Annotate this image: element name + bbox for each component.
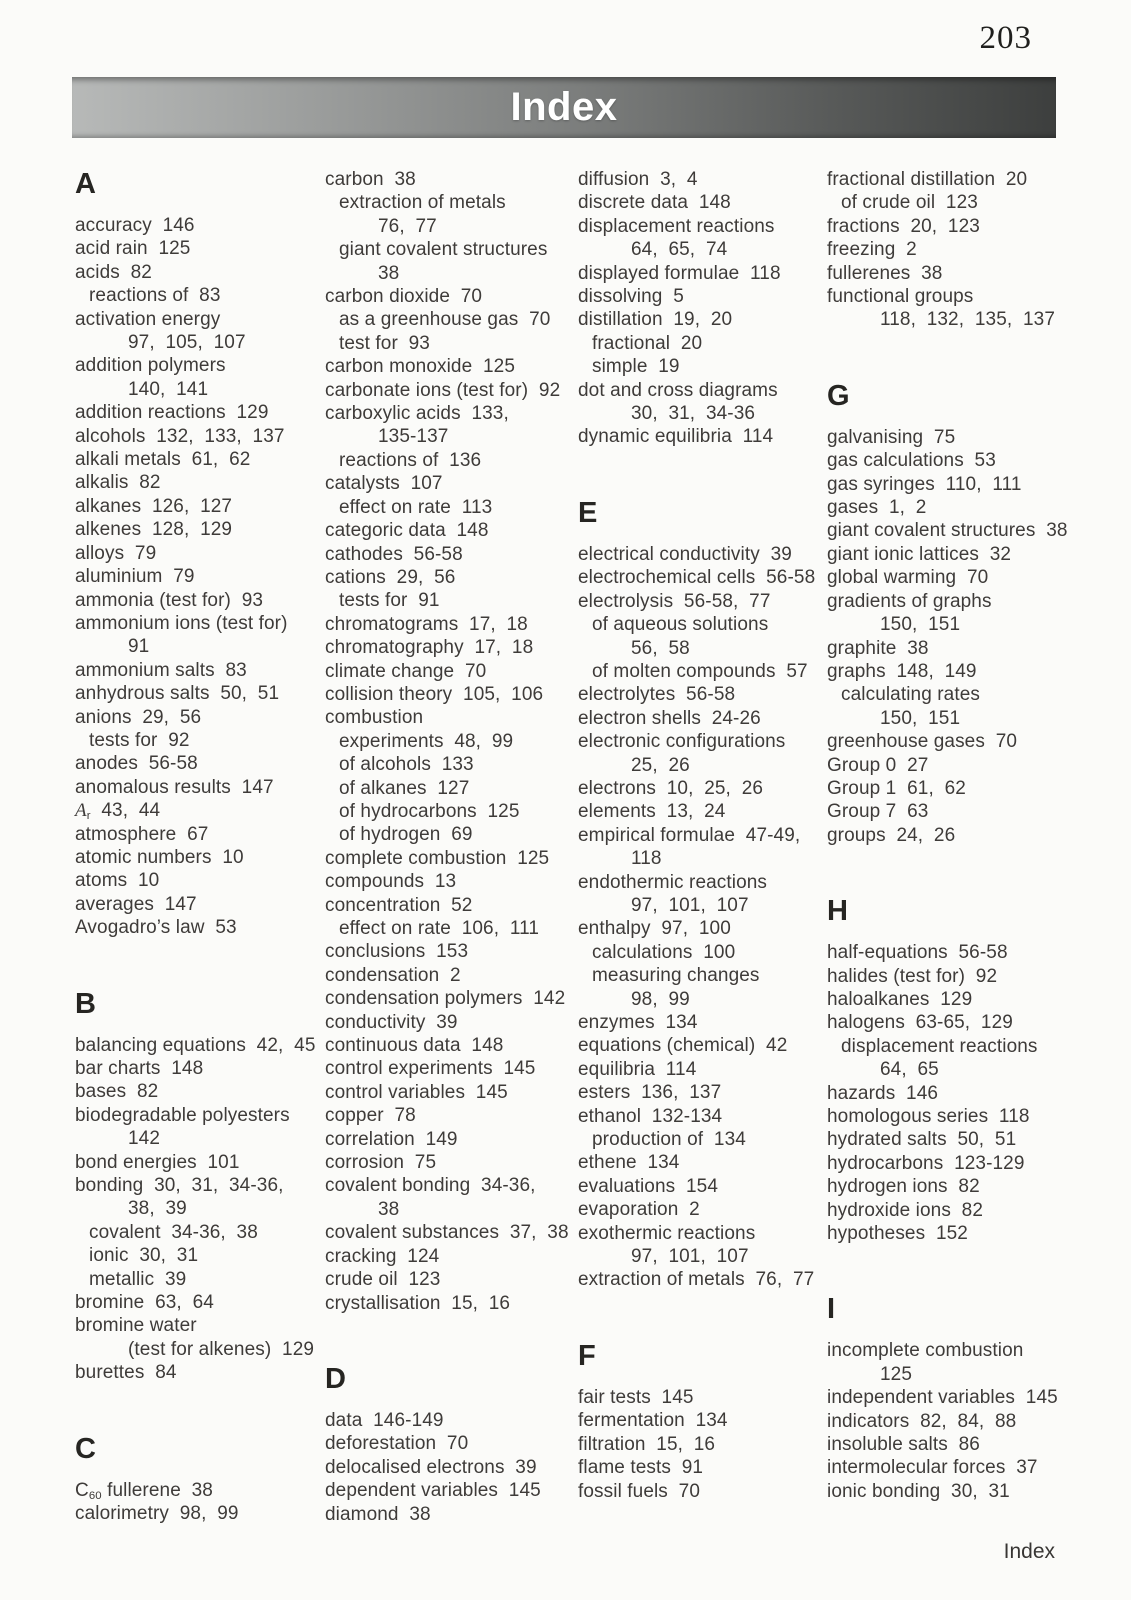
index-entry: catalysts 107: [325, 473, 443, 495]
index-entry: electrolytes 56-58: [578, 684, 736, 706]
index-entry: 38: [378, 262, 400, 284]
index-entry: exothermic reactions: [578, 1222, 756, 1244]
index-entry: deforestation 70: [325, 1433, 469, 1455]
index-entry: extraction of metals: [339, 192, 506, 214]
index-entry: 56, 58: [631, 637, 690, 659]
index-column-1: [75, 168, 325, 1526]
index-entry: 140, 141: [128, 378, 209, 400]
index-entry: of crude oil 123: [841, 192, 978, 214]
index-entry: as a greenhouse gas 70: [339, 309, 551, 331]
index-entry: electrolysis 56-58, 77: [578, 590, 771, 612]
index-entry: corrosion 75: [325, 1152, 437, 1174]
index-entry: burettes 84: [75, 1362, 177, 1384]
section-heading-g: G: [827, 379, 851, 412]
index-entry: addition polymers: [75, 355, 226, 377]
index-entry: alkenes 128, 129: [75, 519, 233, 541]
index-entry: covalent bonding 34-36,: [325, 1175, 536, 1197]
index-entry: ethanol 132-134: [578, 1105, 723, 1127]
index-entry: tests for 91: [339, 590, 440, 612]
index-entry: 38: [378, 1198, 400, 1220]
index-entry: of alkanes 127: [339, 777, 470, 799]
index-entry: flame tests 91: [578, 1457, 704, 1479]
index-entry: compounds 13: [325, 871, 457, 893]
index-entry: dependent variables 145: [325, 1480, 541, 1502]
index-entry: anomalous results 147: [75, 776, 274, 798]
index-entry: atomic numbers 10: [75, 846, 244, 868]
index-entry: aluminium 79: [75, 566, 195, 588]
index-entry: of alcohols 133: [339, 754, 474, 776]
index-entry: production of 134: [592, 1129, 746, 1151]
index-entry: carbon dioxide 70: [325, 286, 483, 308]
index-entry: distillation 19, 20: [578, 309, 733, 331]
index-entry: incomplete combustion: [827, 1340, 1024, 1362]
index-entry: 118, 132, 135, 137: [880, 309, 1056, 331]
index-entry: giant covalent structures 38: [827, 520, 1068, 542]
index-entry: test for 93: [339, 332, 430, 354]
section-heading-b: B: [75, 987, 97, 1020]
index-entry: evaporation 2: [578, 1199, 700, 1221]
index-entry: electrons 10, 25, 26: [578, 777, 764, 799]
index-entry: 76, 77: [378, 215, 437, 237]
section-heading-i: I: [827, 1293, 836, 1326]
index-entry: of hydrocarbons 125: [339, 800, 520, 822]
section-heading-e: E: [578, 496, 598, 529]
index-entry: $A_r$ 43, 44: [75, 800, 161, 822]
index-entry: categoric data 148: [325, 520, 489, 542]
index-entry: graphite 38: [827, 637, 929, 659]
index-entry: of molten compounds 57: [592, 660, 808, 682]
index-entry: experiments 48, 99: [339, 730, 514, 752]
index-entry: esters 136, 137: [578, 1082, 722, 1104]
index-column-4: [827, 168, 1077, 1503]
index-entry: 150, 151: [880, 614, 961, 636]
index-entry: filtration 15, 16: [578, 1433, 716, 1455]
index-entry: functional groups: [827, 286, 974, 308]
index-entry: reactions of 136: [339, 449, 482, 471]
index-entry: effect on rate 113: [339, 496, 493, 518]
index-entry: empirical formulae 47-49,: [578, 824, 801, 846]
index-entry: calculations 100: [592, 941, 736, 963]
index-entry: hazards 146: [827, 1082, 939, 1104]
index-entry: Avogadro’s law 53: [75, 917, 237, 939]
index-entry: equations (chemical) 42: [578, 1035, 788, 1057]
index-entry: covalent 34-36, 38: [89, 1221, 258, 1243]
index-entry: of hydrogen 69: [339, 824, 473, 846]
index-entry: Group 1 61, 62: [827, 777, 966, 799]
index-entry: acids 82: [75, 261, 152, 283]
index-entry: carbonate ions (test for) 92: [325, 379, 561, 401]
index-entry: electrical conductivity 39: [578, 543, 792, 565]
index-entry: fossil fuels 70: [578, 1480, 700, 1502]
index-entry: freezing 2: [827, 239, 917, 261]
index-entry: chromatograms 17, 18: [325, 613, 528, 635]
index-entry: global warming 70: [827, 567, 989, 589]
index-entry: climate change 70: [325, 660, 487, 682]
index-entry: hydrated salts 50, 51: [827, 1129, 1017, 1151]
index-entry: gases 1, 2: [827, 497, 927, 519]
index-entry: hydrocarbons 123-129: [827, 1152, 1025, 1174]
index-entry: ionic bonding 30, 31: [827, 1480, 1010, 1502]
index-entry: carbon 38: [325, 169, 416, 190]
index-entry: reactions of 83: [89, 285, 221, 307]
index-entry: 64, 65, 74: [631, 239, 728, 261]
index-entry: atmosphere 67: [75, 823, 209, 845]
index-entry: of aqueous solutions: [592, 614, 769, 636]
index-column-3: [578, 168, 827, 1503]
page-number: 203: [979, 20, 1032, 56]
index-entry: enthalpy 97, 100: [578, 918, 731, 940]
index-entry: 97, 105, 107: [128, 332, 246, 354]
index-entry: covalent substances 37, 38: [325, 1222, 569, 1244]
index-entry: condensation polymers 142: [325, 988, 566, 1010]
index-entry: homologous series 118: [827, 1106, 1030, 1127]
index-entry: enzymes 134: [578, 1012, 698, 1033]
index-entry: 91: [128, 636, 150, 658]
index-entry: copper 78: [325, 1105, 416, 1127]
index-entry: indicators 82, 84, 88: [827, 1410, 1017, 1432]
index-entry: 150, 151: [880, 707, 961, 729]
index-entry: bromine water: [75, 1315, 197, 1337]
index-entry: chromatography 17, 18: [325, 637, 534, 659]
index-entry: effect on rate 106, 111: [339, 918, 540, 939]
index-entry: dynamic equilibria 114: [578, 426, 774, 448]
index-entry: $C_{60}$ fullerene 38: [75, 1479, 213, 1502]
index-entry: 64, 65: [880, 1059, 939, 1081]
index-entry: displacement reactions: [841, 1035, 1038, 1057]
index-entry: fair tests 145: [578, 1386, 694, 1408]
index-entry: calorimetry 98, 99: [75, 1503, 239, 1525]
index-entry: fullerenes 38: [827, 262, 943, 284]
index-entry: calculating rates: [841, 684, 980, 706]
index-entry: condensation 2: [325, 964, 461, 986]
index-entry: alkali metals 61, 62: [75, 449, 251, 471]
index-columns: [75, 168, 1077, 1526]
index-entry: 38, 39: [128, 1198, 187, 1220]
index-entry: addition reactions 129: [75, 402, 269, 424]
index-column-2: [325, 168, 578, 1526]
index-entry: extraction of metals 76, 77: [578, 1269, 815, 1291]
index-entry: bond energies 101: [75, 1151, 240, 1173]
index-entry: equilibria 114: [578, 1058, 697, 1080]
index-entry: haloalkanes 129: [827, 988, 973, 1010]
index-entry: balancing equations 42, 45: [75, 1034, 316, 1056]
index-entry: giant ionic lattices 32: [827, 543, 1012, 565]
index-entry: fractional distillation 20: [827, 169, 1028, 190]
index-entry: measuring changes: [592, 965, 760, 987]
index-entry: crystallisation 15, 16: [325, 1292, 511, 1314]
index-entry: elements 13, 24: [578, 801, 726, 823]
index-entry: halogens 63-65, 129: [827, 1012, 1013, 1034]
index-entry: anions 29, 56: [75, 706, 202, 728]
index-entry: ammonium ions (test for): [75, 612, 288, 634]
index-entry: gas calculations 53: [827, 450, 996, 472]
index-entry: anodes 56-58: [75, 753, 198, 775]
index-entry: ammonium salts 83: [75, 659, 247, 681]
index-entry: 25, 26: [631, 754, 690, 776]
index-entry: displacement reactions: [578, 215, 775, 237]
index-entry: half-equations 56-58: [827, 942, 1008, 964]
index-entry: insoluble salts 86: [827, 1434, 980, 1456]
section-heading-a: A: [75, 168, 97, 200]
index-entry: independent variables 145: [827, 1387, 1058, 1409]
index-entry: cracking 124: [325, 1245, 440, 1267]
index-entry: alkalis 82: [75, 472, 161, 494]
index-entry: bases 82: [75, 1081, 159, 1103]
index-entry: hydroxide ions 82: [827, 1199, 984, 1221]
index-entry: fractions 20, 123: [827, 215, 980, 237]
index-entry: combustion: [325, 707, 424, 729]
index-entry: metallic 39: [89, 1268, 187, 1290]
index-entry: 98, 99: [631, 988, 690, 1010]
index-entry: data 146-149: [325, 1409, 444, 1431]
index-entry: alkanes 126, 127: [75, 495, 233, 517]
index-entry: bromine 63, 64: [75, 1292, 214, 1314]
index-entry: ammonia (test for) 93: [75, 589, 264, 611]
index-entry: dot and cross diagrams: [578, 379, 778, 401]
index-entry: hypotheses 152: [827, 1223, 968, 1245]
index-entry: evaluations 154: [578, 1175, 718, 1197]
index-entry: 125: [880, 1363, 913, 1385]
section-heading-d: D: [325, 1362, 347, 1395]
index-entry: concentration 52: [325, 894, 473, 916]
index-entry: 97, 101, 107: [631, 1246, 749, 1268]
index-entry: collision theory 105, 106: [325, 683, 544, 705]
index-entry: conductivity 39: [325, 1011, 458, 1033]
index-entry: control experiments 145: [325, 1058, 536, 1080]
index-entry: averages 147: [75, 893, 197, 915]
index-entry: displayed formulae 118: [578, 262, 781, 284]
index-entry: fractional 20: [592, 332, 703, 354]
index-entry: control variables 145: [325, 1081, 508, 1103]
index-entry: giant covalent structures: [339, 239, 548, 261]
section-heading-f: F: [578, 1339, 597, 1372]
index-entry: 142: [128, 1128, 161, 1150]
index-entry: electron shells 24-26: [578, 707, 761, 729]
index-entry: hydrogen ions 82: [827, 1176, 980, 1198]
index-entry: (test for alkenes) 129: [128, 1338, 315, 1360]
index-entry: Group 0 27: [827, 754, 929, 776]
index-entry: cathodes 56-58: [325, 543, 463, 565]
page-title: Index: [510, 85, 618, 129]
index-entry: endothermic reactions: [578, 871, 768, 893]
section-heading-h: H: [827, 895, 849, 928]
index-entry: graphs 148, 149: [827, 660, 977, 682]
index-entry: carbon monoxide 125: [325, 356, 516, 378]
index-entry: 118: [631, 848, 662, 870]
index-entry: ethene 134: [578, 1152, 680, 1174]
index-entry: conclusions 153: [325, 941, 469, 963]
index-entry: 30, 31, 34-36: [631, 403, 756, 425]
index-entry: atoms 10: [75, 870, 160, 892]
index-entry: fermentation 134: [578, 1410, 728, 1432]
index-entry: correlation 149: [325, 1128, 458, 1150]
index-entry: gradients of graphs: [827, 590, 992, 612]
section-heading-c: C: [75, 1432, 97, 1465]
index-entry: cations 29, 56: [325, 566, 456, 588]
index-entry: diffusion 3, 4: [578, 169, 698, 190]
index-entry: accuracy 146: [75, 215, 195, 236]
index-entry: delocalised electrons 39: [325, 1456, 537, 1478]
index-entry: dissolving 5: [578, 286, 684, 308]
index-entry: anhydrous salts 50, 51: [75, 683, 280, 705]
index-entry: 97, 101, 107: [631, 894, 749, 916]
index-entry: biodegradable polyesters: [75, 1104, 290, 1126]
index-entry: galvanising 75: [827, 426, 956, 448]
index-entry: diamond 38: [325, 1503, 431, 1525]
index-entry: halides (test for) 92: [827, 965, 998, 987]
index-entry: bar charts 148: [75, 1058, 204, 1079]
index-entry: continuous data 148: [325, 1035, 504, 1057]
index-entry: 135-137: [378, 426, 449, 448]
index-entry: alloys 79: [75, 542, 157, 564]
index-entry: gas syringes 110, 111: [827, 473, 1022, 495]
index-entry: discrete data 148: [578, 192, 731, 214]
footer-running-title: Index: [1003, 1540, 1055, 1563]
index-entry: bonding 30, 31, 34-36,: [75, 1175, 284, 1197]
index-entry: alcohols 132, 133, 137: [75, 425, 285, 447]
index-entry: Group 7 63: [827, 801, 929, 823]
index-entry: acid rain 125: [75, 238, 191, 260]
index-entry: electrochemical cells 56-58: [578, 567, 816, 589]
index-entry: carboxylic acids 133,: [325, 403, 509, 425]
index-entry: electronic configurations: [578, 731, 786, 753]
index-entry: tests for 92: [89, 729, 190, 751]
index-entry: simple 19: [592, 356, 680, 378]
index-entry: ionic 30, 31: [89, 1245, 199, 1267]
index-title-banner: [72, 77, 1056, 138]
index-entry: greenhouse gases 70: [827, 731, 1018, 753]
index-entry: groups 24, 26: [827, 824, 956, 846]
index-entry: crude oil 123: [325, 1269, 441, 1291]
index-entry: intermolecular forces 37: [827, 1457, 1038, 1479]
index-entry: complete combustion 125: [325, 847, 550, 869]
index-entry: activation energy: [75, 308, 221, 330]
